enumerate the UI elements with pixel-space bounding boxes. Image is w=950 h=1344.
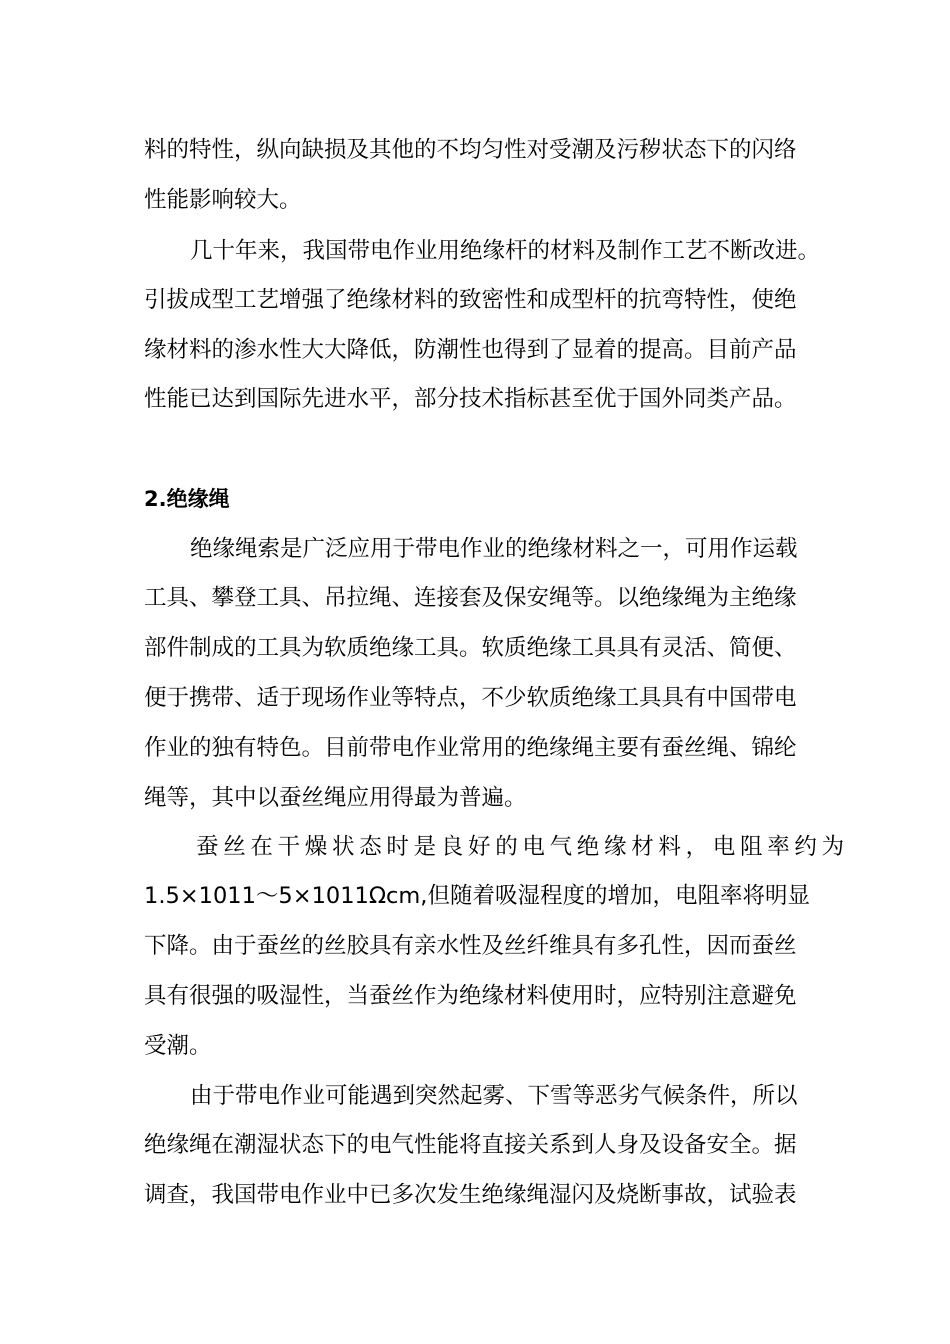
para2-line-2: 引拔成型工艺增强了绝缘材料的致密性和成型杆的抗弯特性，使绝: [144, 287, 797, 313]
para2-line-1: 几十年来，我国带电作业用绝缘杆的材料及制作工艺不断改进。: [190, 238, 821, 264]
para4-line-1: 蚕丝在干燥状态时是良好的电气绝缘材料，电阻率约为: [196, 834, 849, 860]
para2-line-3: 缘材料的渗水性大大降低，防潮性也得到了显着的提高。目前产品: [144, 337, 797, 363]
para4-line-2: 1.5×1011～5×1011Ωcm,但随着吸湿程度的增加，电阻率将明显: [144, 883, 810, 909]
para4-line-3: 下降。由于蚕丝的丝胶具有亲水性及丝纤维具有多孔性，因而蚕丝: [144, 933, 797, 959]
para3-line-5: 作业的独有特色。目前带电作业常用的绝缘绳主要有蚕丝绳、锦纶: [144, 735, 797, 761]
para5-line-2: 绝缘绳在潮湿状态下的电气性能将直接关系到人身及设备安全。据: [144, 1132, 797, 1158]
para3-line-1: 绝缘绳索是广泛应用于带电作业的绝缘材料之一，可用作运载: [190, 536, 798, 562]
para5-line-1: 由于带电作业可能遇到突然起雾、下雪等恶劣气候条件，所以: [190, 1083, 798, 1109]
section-heading: 2.绝缘绳: [144, 487, 230, 511]
para1-line-1: 料的特性，纵向缺损及其他的不均匀性对受潮及污秽状态下的闪络: [144, 137, 797, 163]
para2-line-4: 性能已达到国际先进水平，部分技术指标甚至优于国外同类产品。: [144, 386, 797, 412]
para3-line-3: 部件制成的工具为软质绝缘工具。软质绝缘工具具有灵活、简便、: [144, 635, 797, 661]
para4-line-4: 具有很强的吸湿性，当蚕丝作为绝缘材料使用时，应特别注意避免: [144, 983, 797, 1009]
para3-line-4: 便于携带、适于现场作业等特点，不少软质绝缘工具具有中国带电: [144, 685, 797, 711]
para5-line-3: 调查，我国带电作业中已多次发生绝缘绳湿闪及烧断事故，试验表: [144, 1182, 797, 1208]
para1-line-2: 性能影响较大。: [144, 187, 302, 213]
para3-line-6: 绳等，其中以蚕丝绳应用得最为普遍。: [144, 785, 527, 811]
para3-line-2: 工具、攀登工具、吊拉绳、连接套及保安绳等。以绝缘绳为主绝缘: [144, 585, 797, 611]
para4-line-5: 受潮。: [144, 1033, 212, 1059]
